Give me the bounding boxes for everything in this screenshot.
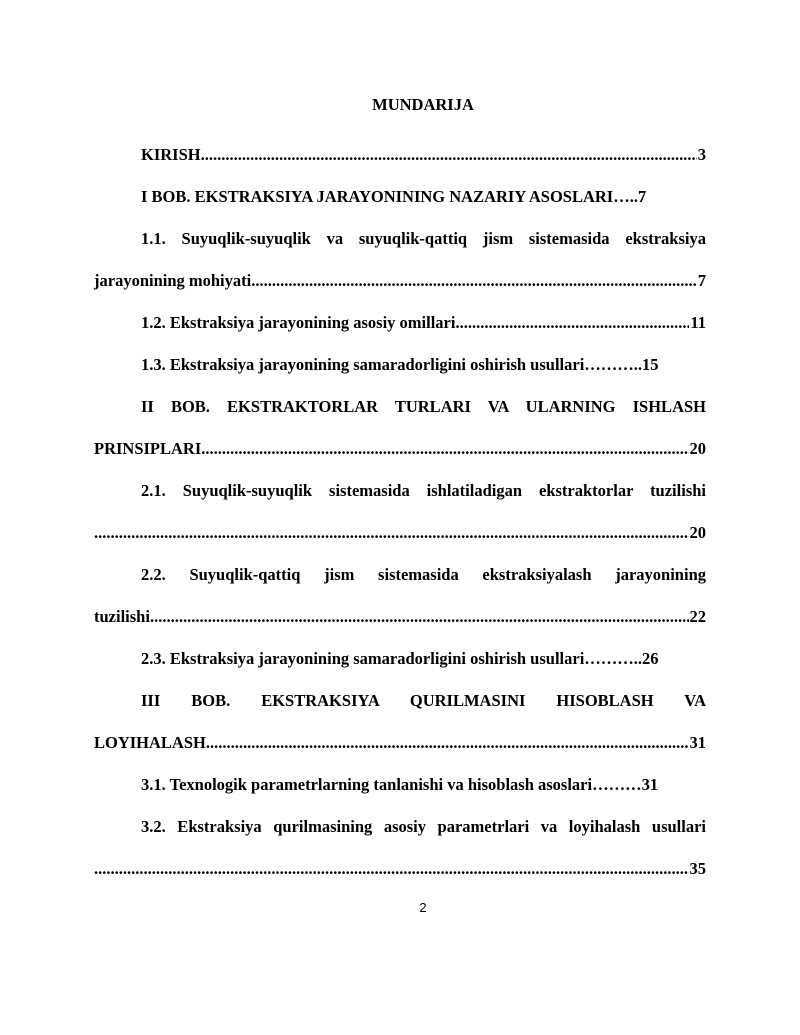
toc-entry-text-line2: LOYIHALASH — [94, 733, 206, 752]
toc-entry-section-2-1 — [94, 470, 706, 554]
toc-entry-text-line1: 1.1. Suyuqlik-suyuqlik va suyuqlik-qattiq jism sistemasida ekstraksiya — [141, 229, 706, 248]
toc-entry-line2 — [94, 596, 706, 638]
dot-leader — [455, 302, 689, 344]
toc-entry-page: 35 — [689, 859, 706, 878]
toc-entry-page: 20 — [689, 523, 706, 542]
dot-leader — [201, 134, 697, 176]
toc-entry-text: I BOB. EKSTRAKSIYA JARAYONINING NAZARIY ASOSLARI…..7 — [141, 187, 647, 206]
toc-entry-text-line1: 2.1. Suyuqlik-suyuqlik sistemasida ishlatiladigan ekstraktorlar tuzilishi — [141, 481, 706, 500]
toc-entry-text-line2: jarayonining mohiyati — [94, 271, 252, 290]
page-number: 2 — [419, 900, 427, 915]
toc-entry-section-1-1 — [94, 218, 706, 302]
toc-entry-chapter-2 — [94, 386, 706, 470]
toc-entry-section-2-3 — [94, 638, 706, 680]
toc-entry-line2 — [94, 848, 706, 890]
toc-entry-text-line2: tuzilishi — [94, 607, 150, 626]
toc-entry-section-3-2 — [94, 806, 706, 890]
toc-entry-text-line1: 2.2. Suyuqlik-qattiq jism sistemasida ekstraksiyalash jarayonining — [141, 565, 706, 584]
dot-leader — [150, 596, 689, 638]
toc-entry-page: 11 — [690, 313, 706, 332]
toc-entry-text: 3.1. Texnologik parametrlarning tanlanishi va hisoblash asoslari………31 — [141, 775, 659, 794]
dot-leader — [206, 722, 689, 764]
dot-leader — [94, 848, 689, 890]
toc-entry-section-1-3 — [94, 344, 706, 386]
toc-entry-text-line1: 3.2. Ekstraksiya qurilmasining asosiy parametrlari va loyihalash usullari — [141, 817, 706, 836]
toc-entry-chapter-3 — [94, 680, 706, 764]
dot-leader — [201, 428, 688, 470]
toc-entry-kirish — [94, 134, 706, 176]
toc-entry-section-3-1 — [94, 764, 706, 806]
toc-entry-text: 1.2. Ekstraksiya jarayonining asosiy omillari — [141, 313, 456, 332]
dot-leader — [94, 512, 689, 554]
toc-entry-section-2-2 — [94, 554, 706, 638]
toc-entry-line2 — [94, 260, 706, 302]
toc-entry-text: KIRISH — [141, 145, 201, 164]
toc-entry-line2 — [94, 512, 706, 554]
toc-entry-page: 7 — [697, 271, 706, 290]
dot-leader — [251, 260, 697, 302]
toc-entry-page: 3 — [697, 145, 706, 164]
table-of-contents — [94, 134, 706, 890]
toc-title: MUNDARIJA — [372, 95, 474, 114]
toc-entry-section-1-2 — [94, 302, 706, 344]
toc-entry-page: 31 — [689, 733, 706, 752]
toc-entry-line2 — [94, 428, 706, 470]
toc-entry-page: 22 — [689, 607, 706, 626]
toc-entry-line2 — [94, 722, 706, 764]
toc-entry-text: 1.3. Ekstraksiya jarayonining samaradorligini oshirish usullari………..15 — [141, 355, 659, 374]
toc-entry-page: 20 — [689, 439, 706, 458]
toc-entry-text: 2.3. Ekstraksiya jarayonining samaradorligini oshirish usullari………..26 — [141, 649, 659, 668]
toc-entry-text-line2: PRINSIPLARI — [94, 439, 202, 458]
toc-entry-chapter-1 — [94, 176, 706, 218]
toc-entry-text-line1: II BOB. EKSTRAKTORLAR TURLARI VA ULARNING ISHLASH — [141, 397, 706, 416]
toc-entry-text-line1: III BOB. EKSTRAKSIYA QURILMASINI HISOBLASH VA — [141, 691, 706, 710]
